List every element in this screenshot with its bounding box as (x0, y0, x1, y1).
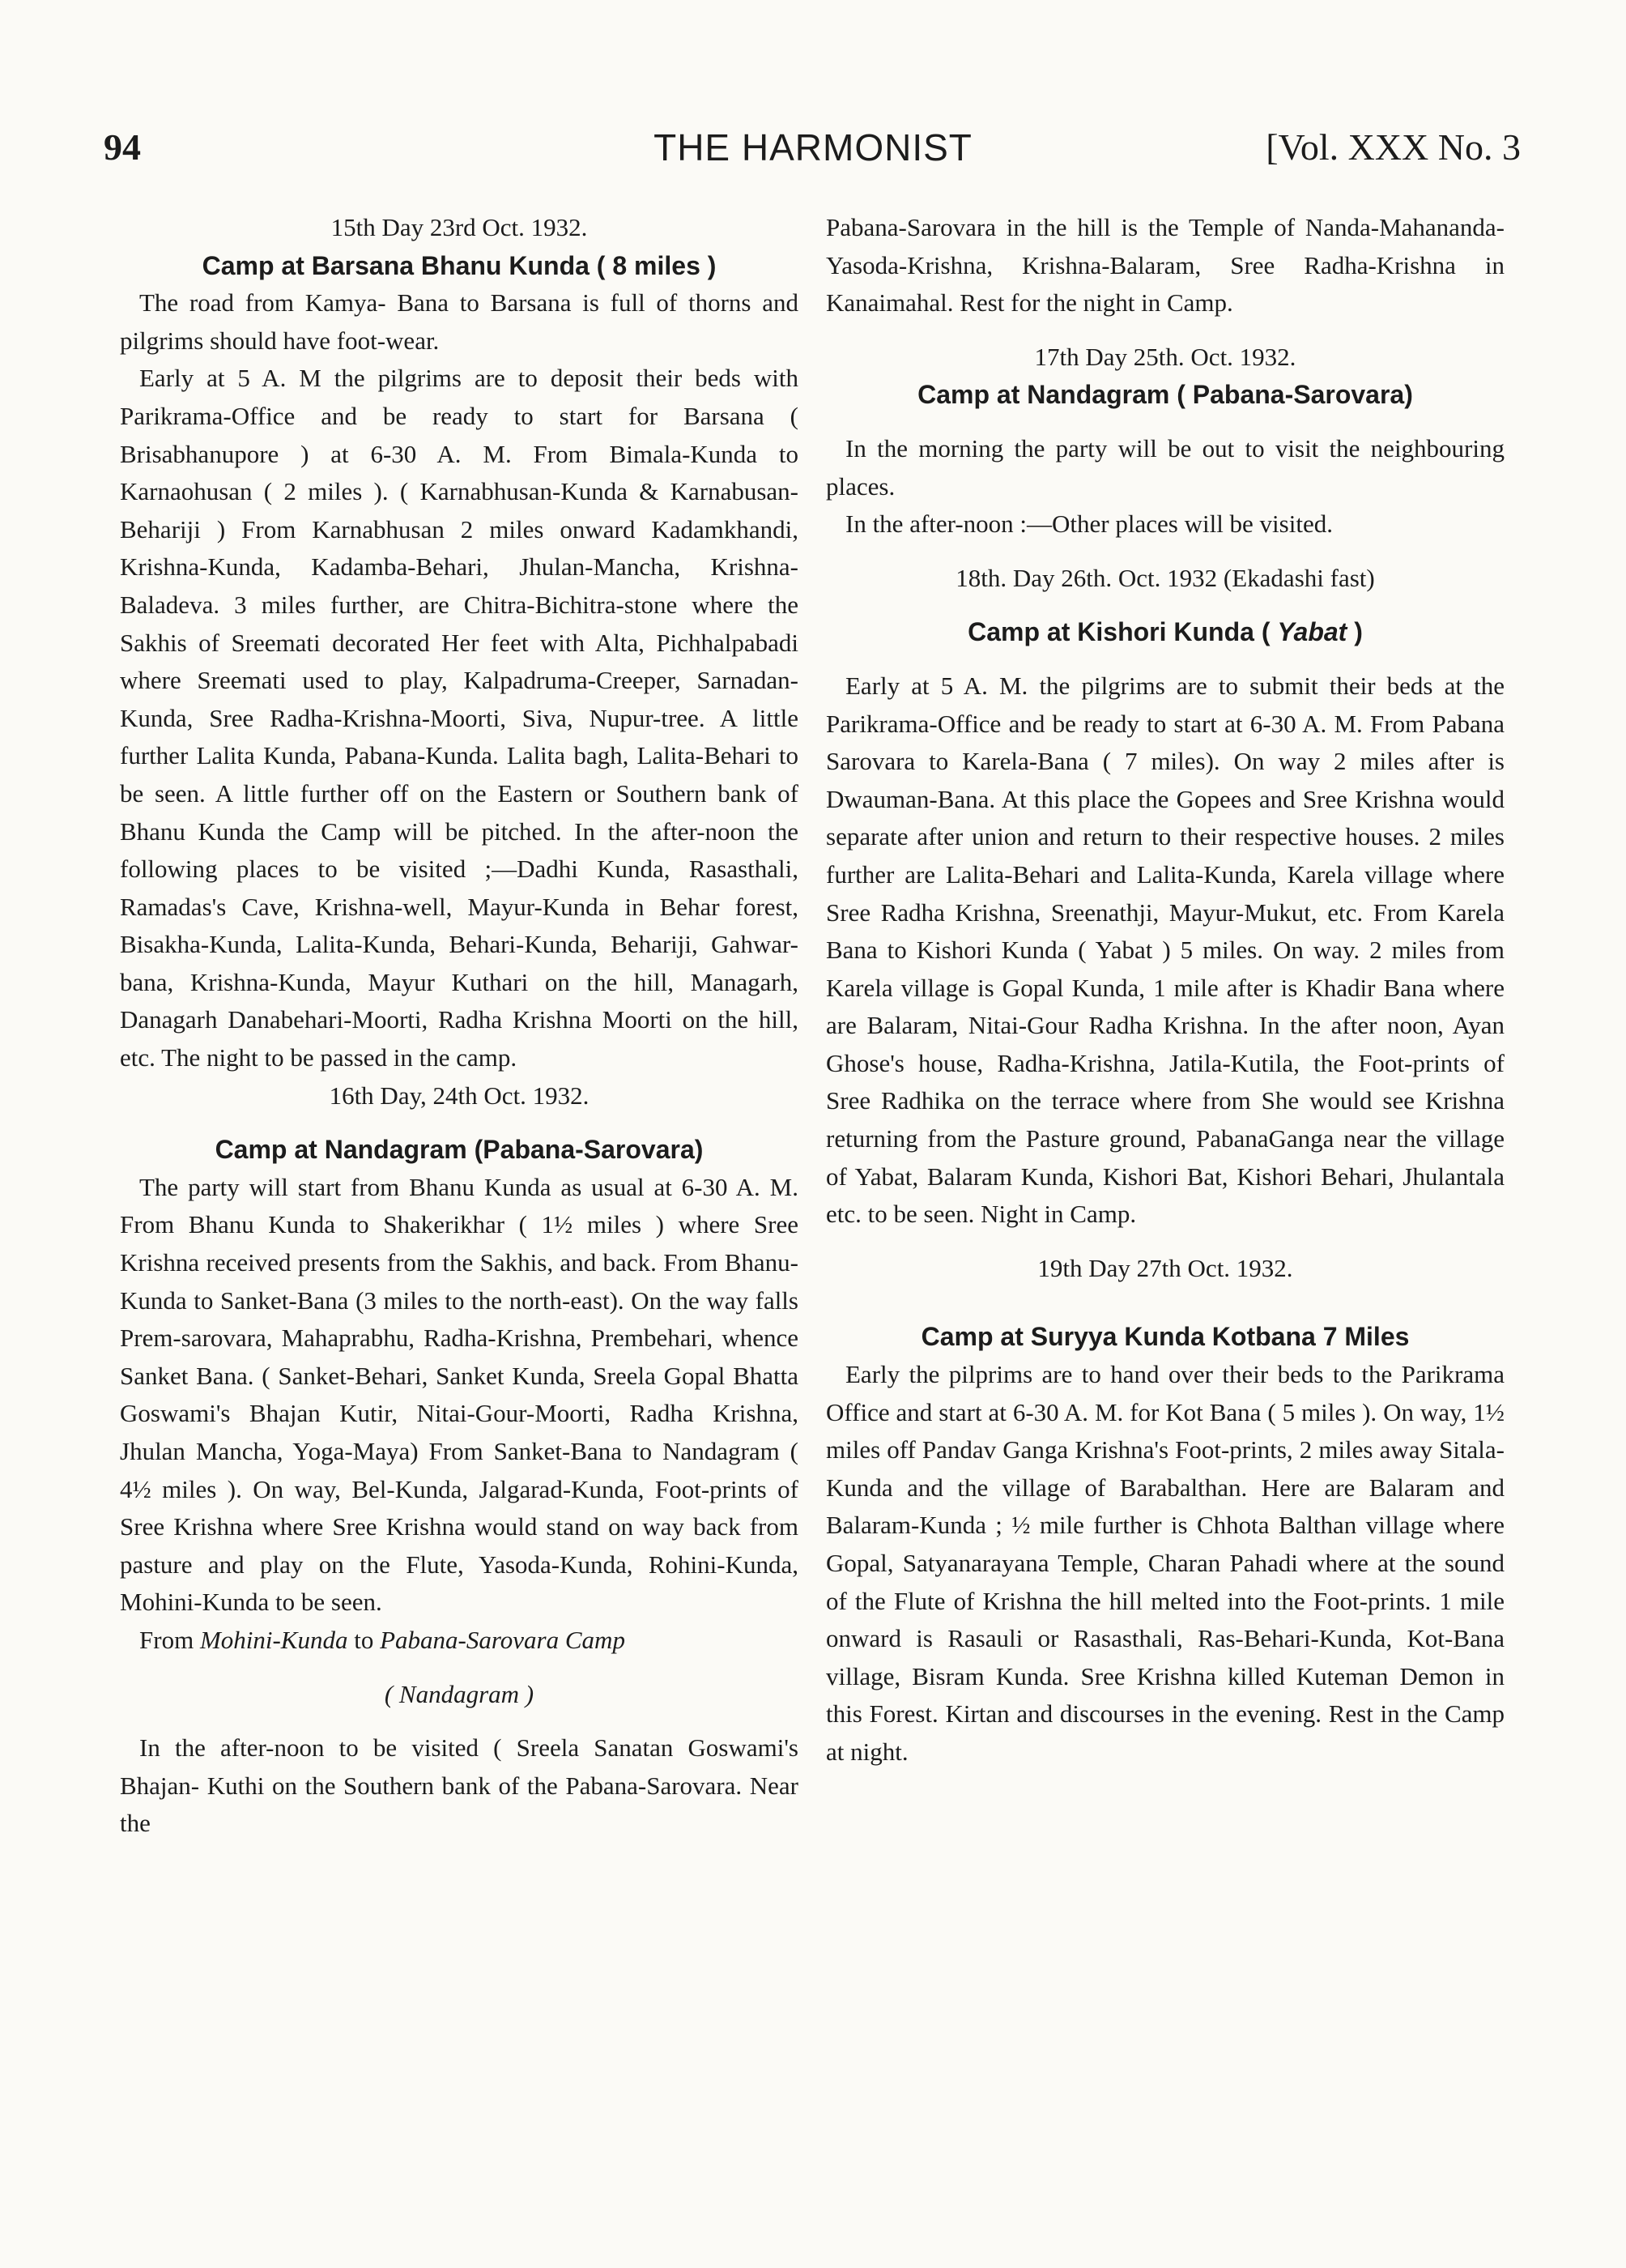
day17-camp-heading: Camp at Nandagram ( Pabana-Sarovara) (917, 380, 1413, 410)
day18-camp-place: Yabat (1277, 617, 1347, 647)
volume-issue: [Vol. XXX No. 3 (1266, 126, 1521, 168)
to-place: Pabana-Sarovara (380, 1625, 560, 1654)
from-word: From (139, 1625, 194, 1654)
day19-paragraph-1: Early the pilprims are to hand over their beds to the Parikrama Office and start at 6-30 A. M. for Kot Bana ( 5 miles ). On way, 1½ miles off Pandav Ganga Krishna's Foot-prints, 2 miles away Sitala-Kunda and the village of Barabalthan. Here are Balaram and Balaram-Kunda ; ½ mile further is Chhota Balthan village where Gopal, Satyanarayana Temple, Charan Pahadi where at the sound of the Flute of Krishna the hill melted into the Foot-prints. 1 mile onward is Rasauli or Rasasthali, Ras-Behari-Kunda, Kot-Bana village, Bisram Kunda. Sree Krishna killed Kuteman Demon in this Forest. Kirtan and discourses in the evening. Rest in the Camp at night. (826, 1360, 1505, 1766)
day18-camp-heading (826, 613, 1505, 651)
day19-date: 19th Day 27th Oct. 1932. (1037, 1253, 1293, 1282)
day15-camp-heading: Camp at Barsana Bhanu Kunda ( 8 miles ) (202, 250, 717, 280)
page-number: 94 (104, 126, 141, 168)
day19-camp-heading: Camp at Suryya Kunda Kotbana 7 Miles (921, 1322, 1410, 1352)
day15-paragraph-1: The road from Kamya- Bana to Barsana is full of thorns and pilgrims should have foot-wear. (120, 288, 798, 355)
camp-word: Camp (564, 1625, 625, 1654)
day16-paragraph-3a: In the after-noon to be visited ( Sreela Sanatan Goswami's Bhajan- Kuthi on the Southern bank of the Pabana-Sarovara. Near the (120, 1733, 798, 1838)
day16-paragraph-1: The party will start from Bhanu Kunda as usual at 6-30 A. M. From Bhanu Kunda to Shakerikhar ( 1½ miles ) where Sree Krishna received presents from the Sakhis, and back. From Bhanu-Kunda to Sanket-Bana (3 miles to the north-east). On the way falls Prem-sarovara, Mahaprabhu, Radha-Krishna, Prembehari, whence Sanket Bana. ( Sanket-Behari, Sanket Kunda, Sreela Gopal Bhatta Goswami's Bhajan Kutir, Nitai-Gour-Moorti, Radha Krishna, Jhulan Mancha, Yoga-Maya) From Sanket-Bana to Nandagram ( 4½ miles ). On way, Bel-Kunda, Jalgarad-Kunda, Foot-prints of Sree Krishna where Sree Krishna would stand on way back from pasture and play on the Flute, Yasoda-Kunda, Rohini-Kunda, Mohini-Kunda to be seen. (120, 1172, 798, 1617)
nandagram-note (120, 1676, 798, 1714)
day16-date: 16th Day, 24th Oct. 1932. (329, 1081, 590, 1110)
left-column (120, 209, 798, 1843)
day17-date: 17th Day 25th. Oct. 1932. (1034, 342, 1296, 371)
day18-paragraph-1: Early at 5 A. M. the pilgrims are to submit their beds at the Parikrama-Office and be ready to start at 6-30 A. M. From Pabana Sarovara to Karela-Bana ( 7 miles). On way 2 miles after is Dwauman-Bana. At this place the Gopees and Sree Krishna would separate after union and return to their respective houses. 2 miles further are Lalita-Behari and Lalita-Kunda, Karela village where Sree Radha Krishna, Sreenathji, Mayur-Mukut, etc. From Karela Bana to Kishori Kunda ( Yabat ) 5 miles. On way. 2 miles from Karela village is Gopal Kunda, 1 mile after is Khadir Bana where are Balaram, Nitai-Gour Radha Krishna. In the after noon, Ayan Ghose's house, Radha-Krishna, Jatila-Kutila, the Foot-prints of Sree Radhika on the terrace where from She would see Krishna returning from the Pasture ground, PabanaGanga near the village of Yabat, Balaram Kunda, Kishori Bat, Kishori Behari, Jhulantala etc. to be seen. Night in Camp. (826, 671, 1505, 1229)
day18-camp-prefix: Camp at Kishori Kunda ( (968, 617, 1271, 647)
day17-paragraph-2: In the after-noon :—Other places will be visited. (845, 509, 1333, 539)
nandagram-note-text: ( Nandagram ) (384, 1679, 534, 1708)
day15-date: 15th Day 23rd Oct. 1932. (330, 213, 588, 241)
to-word: to (354, 1625, 374, 1654)
from-place: Mohini-Kunda (199, 1625, 348, 1654)
day16-paragraph-3b: Pabana-Sarovara in the hill is the Temple of Nanda-Mahananda-Yasoda-Krishna, Krishna-Balaram, Sree Radha-Krishna in Kanaimahal. Rest for the night in Camp. (826, 213, 1505, 318)
day16-paragraph-2 (120, 1622, 798, 1660)
day15-paragraph-2: Early at 5 A. M the pilgrims are to deposit their beds with Parikrama-Office and be ready to start for Barsana ( Brisabhanupore ) at 6-30 A. M. From Bimala-Kunda to Karnaohusan ( 2 miles ). ( Karnabhusan-Kunda & Karnabusan-Behariji ) From Karnabhusan 2 miles onward Kadamkhandi, Krishna-Kunda, Kadamba-Behari, Jhulan-Mancha, Krishna-Baladeva. 3 miles further, are Chitra-Bichitra-stone where the Sakhis of Sreemati decorated Her feet with Alta, Pichhalpabadi where Sreemati used to play, Kalpadruma-Creeper, Sarnadan-Kunda, Sree Radha-Krishna-Moorti, Siva, Nupur-tree. A little further Lalita Kunda, Pabana-Kunda. Lalita bagh, Lalita-Behari to be seen. A little further off on the Eastern or Southern bank of Bhanu Kunda the Camp will be pitched. In the after-noon the following places to be visited ;—Dadhi Kunda, Rasasthali, Ramadas's Cave, Krishna-well, Mayur-Kunda in Behar forest, Bisakha-Kunda, Lalita-Kunda, Behari-Kunda, Behariji, Gahwar-bana, Krishna-Kunda, Mayur Kuthari on the hill, Managarh, Danagarh Danabehari-Moorti, Radha Krishna Moorti on the hill, etc. The night to be passed in the camp. (120, 364, 798, 1072)
day18-date: 18th. Day 26th. Oct. 1932 (Ekadashi fast) (956, 563, 1375, 592)
day18-camp-suffix: ) (1354, 617, 1363, 647)
day17-paragraph-1: In the morning the party will be out to visit the neighbouring places. (826, 433, 1505, 501)
right-column (826, 209, 1505, 1771)
day16-camp-heading: Camp at Nandagram (Pabana-Sarovara) (215, 1135, 704, 1165)
journal-title: THE HARMONIST (653, 126, 973, 168)
